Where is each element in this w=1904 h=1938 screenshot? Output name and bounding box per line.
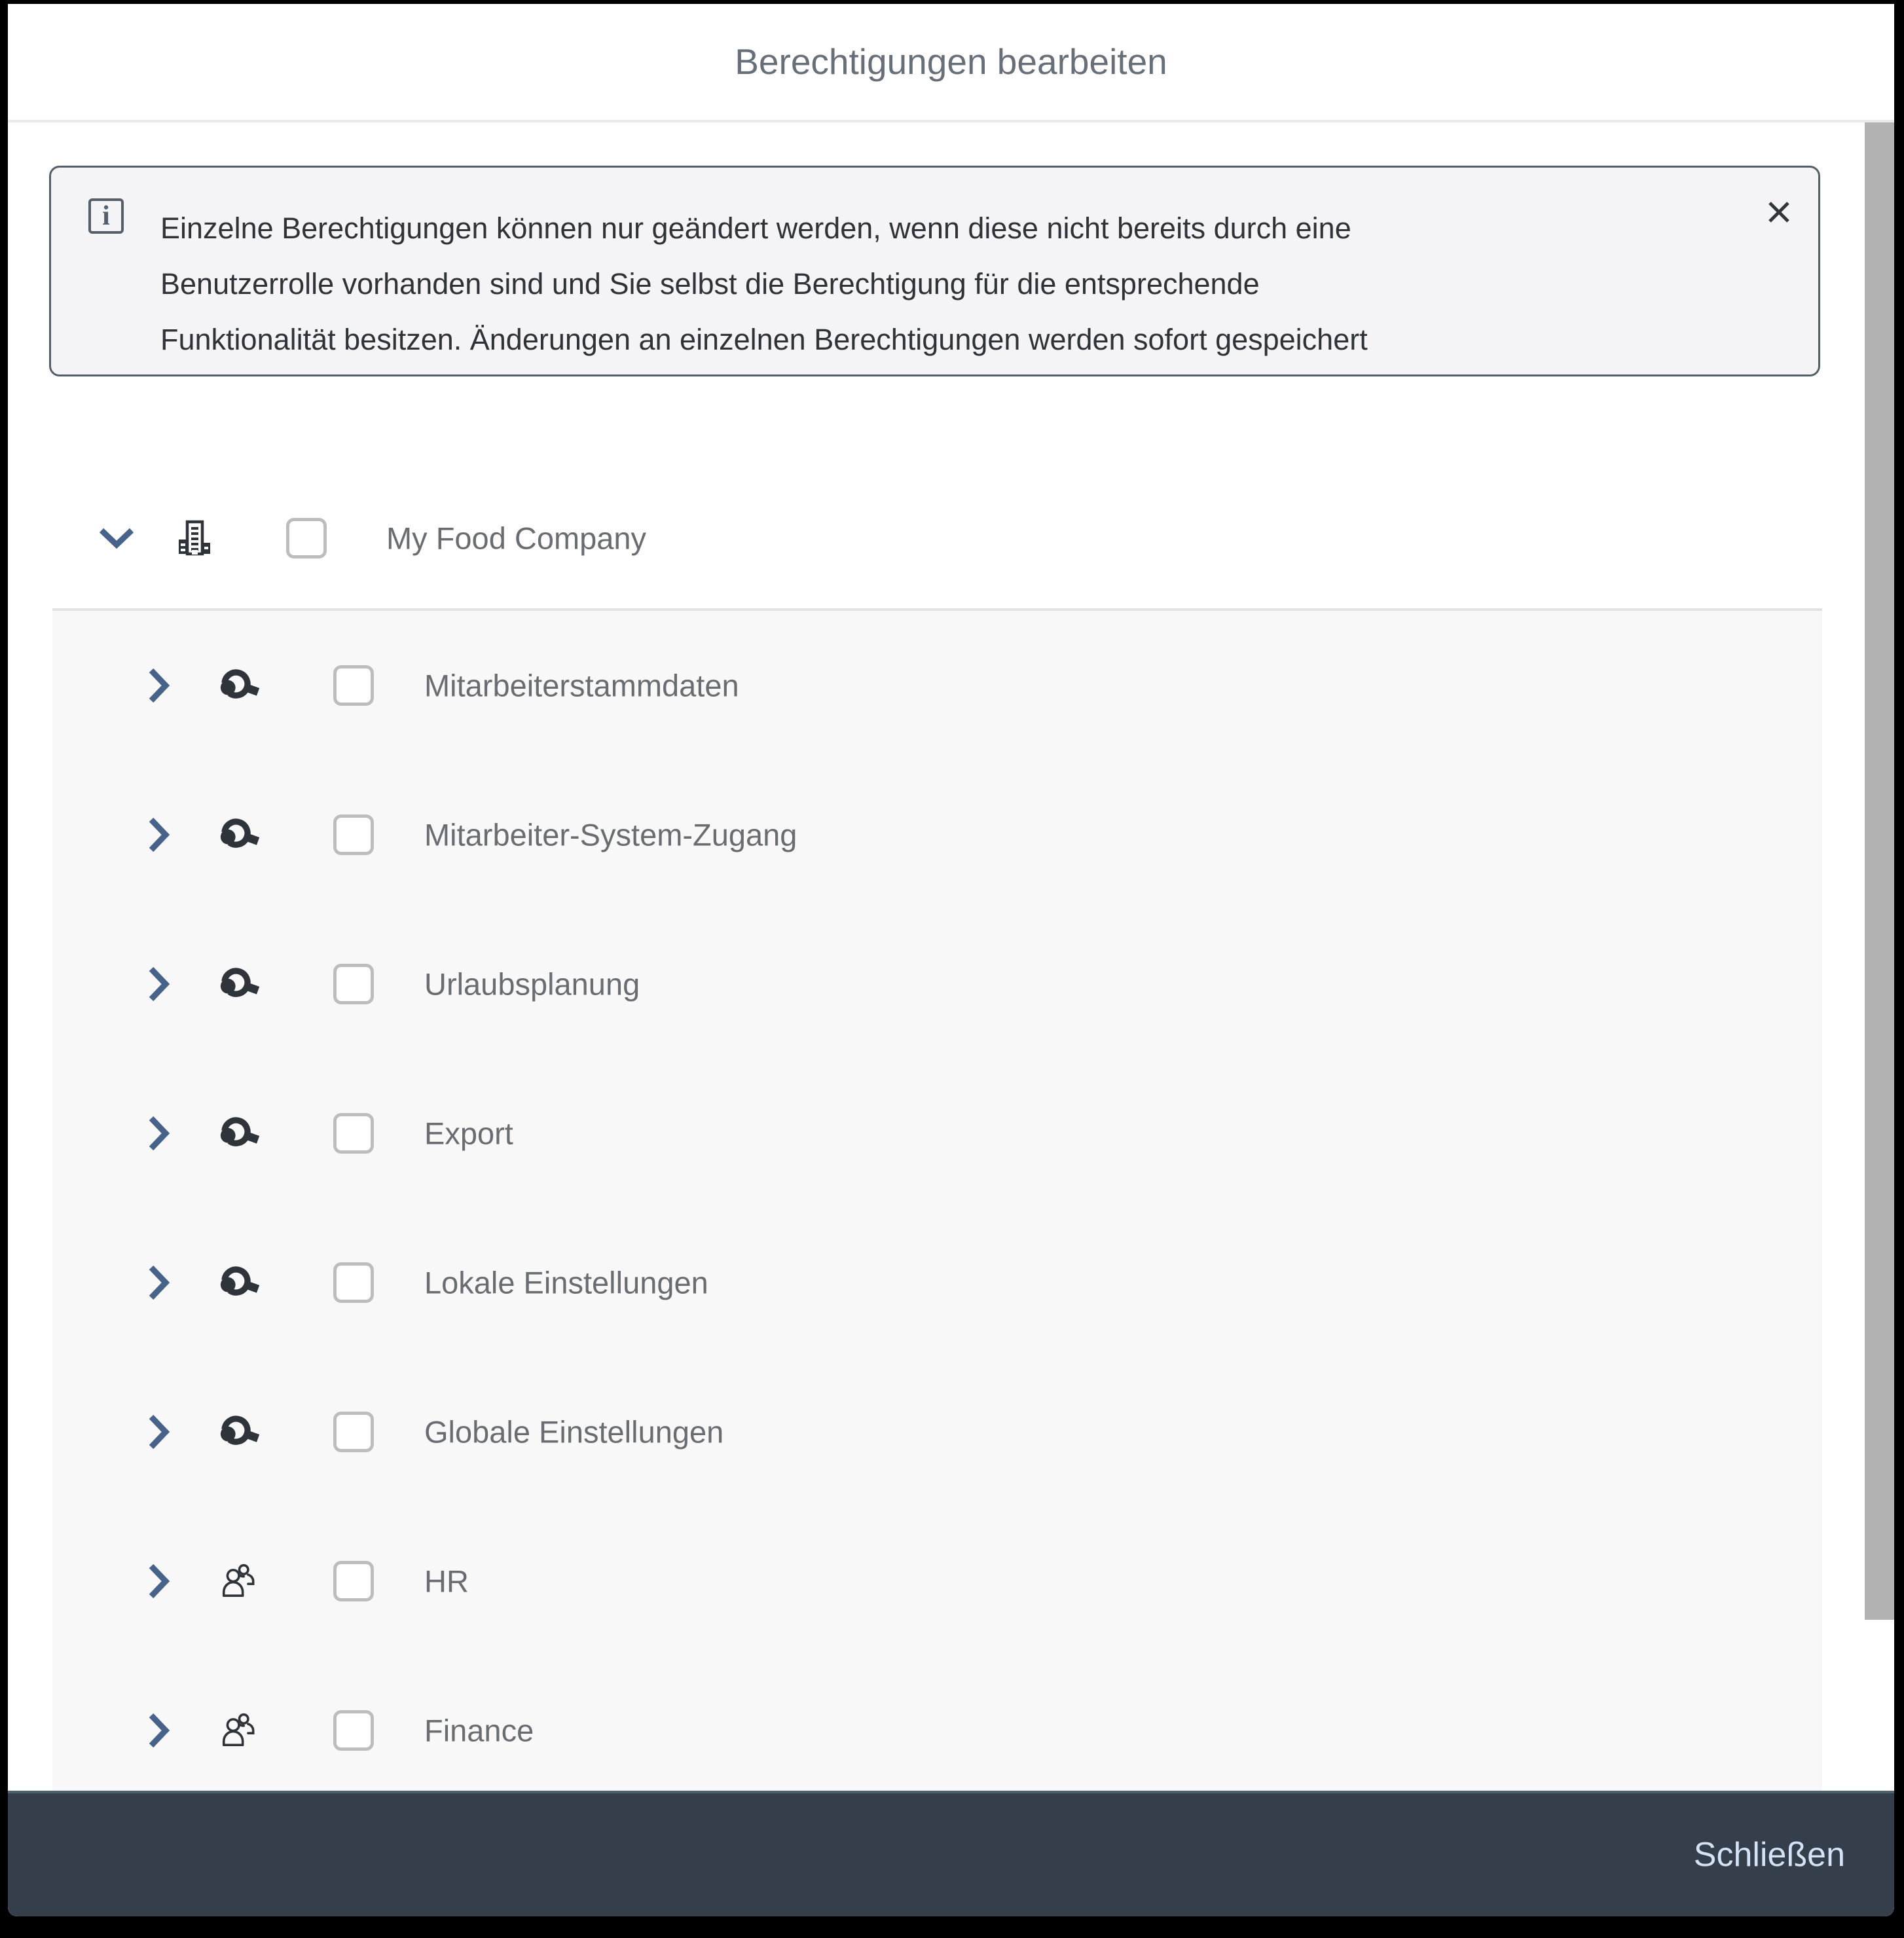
info-message-strip — [49, 166, 1820, 376]
edit-permissions-dialog — [8, 4, 1894, 1916]
wrench-icon — [219, 1412, 259, 1452]
dialog-footer — [8, 1791, 1894, 1916]
info-message-line: Einzelne Berechtigungen können nur geändert werden, wenn diese nicht bereits durch eine — [160, 211, 1351, 245]
dialog-title: Berechtigungen bearbeiten — [735, 41, 1167, 82]
wrench-icon — [219, 1113, 259, 1154]
tree-item-checkbox[interactable] — [333, 665, 374, 706]
tree-item-checkbox[interactable] — [333, 814, 374, 855]
tree-root-label: My Food Company — [386, 521, 647, 556]
tree-item-row[interactable] — [52, 1357, 1822, 1507]
tree-item-checkbox[interactable] — [333, 1710, 374, 1751]
tree-item-row[interactable] — [52, 1507, 1822, 1656]
chevron-right-icon[interactable] — [149, 1115, 170, 1152]
chevron-right-icon[interactable] — [149, 966, 170, 1002]
tree-item-checkbox[interactable] — [333, 1113, 374, 1154]
tree-root-checkbox[interactable] — [286, 518, 327, 558]
wrench-icon — [219, 665, 259, 706]
chevron-right-icon[interactable] — [149, 1414, 170, 1450]
header-divider — [8, 120, 1894, 122]
tree-item-label: Lokale Einstellungen — [424, 1265, 708, 1300]
info-icon: i — [88, 198, 124, 234]
chevron-right-icon[interactable] — [149, 816, 170, 853]
tree-item-checkbox[interactable] — [333, 1561, 374, 1601]
chevron-right-icon[interactable] — [149, 1264, 170, 1301]
people-icon — [219, 1710, 259, 1751]
tree-item-row[interactable] — [52, 1059, 1822, 1208]
tree-item-row[interactable] — [52, 1656, 1822, 1791]
tree-item-label: Globale Einstellungen — [424, 1414, 724, 1450]
wrench-icon — [219, 814, 259, 855]
chevron-down-icon[interactable] — [98, 528, 135, 549]
tree-panel — [52, 611, 1822, 1791]
tree-item-label: Urlaubsplanung — [424, 966, 640, 1002]
wrench-icon — [219, 964, 259, 1004]
info-message-line: Benutzerrolle vorhanden sind und Sie selbst die Berechtigung für die entsprechende — [160, 267, 1260, 301]
scrollbar-thumb[interactable] — [1865, 122, 1894, 1620]
tree-item-checkbox[interactable] — [333, 1262, 374, 1303]
tree-item-label: HR — [424, 1563, 469, 1599]
tree-item-row[interactable] — [52, 909, 1822, 1059]
chevron-right-icon[interactable] — [149, 1712, 170, 1749]
tree-item-row[interactable] — [52, 611, 1822, 760]
info-message-text — [160, 200, 1686, 367]
tree-item-label: Mitarbeiterstammdaten — [424, 668, 739, 703]
company-building-icon — [174, 517, 215, 559]
tree-item-checkbox[interactable] — [333, 1412, 374, 1452]
info-message-line: Funktionalität besitzen. Änderungen an einzelnen Berechtigungen werden sofort gespeichert — [160, 323, 1368, 356]
tree-item-label: Export — [424, 1116, 513, 1151]
tree-item-checkbox[interactable] — [333, 964, 374, 1004]
chevron-right-icon[interactable] — [149, 1563, 170, 1600]
people-icon — [219, 1561, 259, 1601]
tree-item-row[interactable] — [52, 760, 1822, 909]
tree-item-label: Mitarbeiter-System-Zugang — [424, 817, 797, 852]
tree-item-label: Finance — [424, 1713, 534, 1748]
dialog-header — [8, 4, 1894, 120]
tree-item-row[interactable] — [52, 1208, 1822, 1357]
wrench-icon — [219, 1262, 259, 1303]
tree-root-row[interactable] — [8, 499, 1894, 577]
close-icon[interactable] — [1766, 199, 1792, 225]
chevron-right-icon[interactable] — [149, 667, 170, 704]
close-button[interactable]: Schließen — [1681, 1829, 1858, 1881]
